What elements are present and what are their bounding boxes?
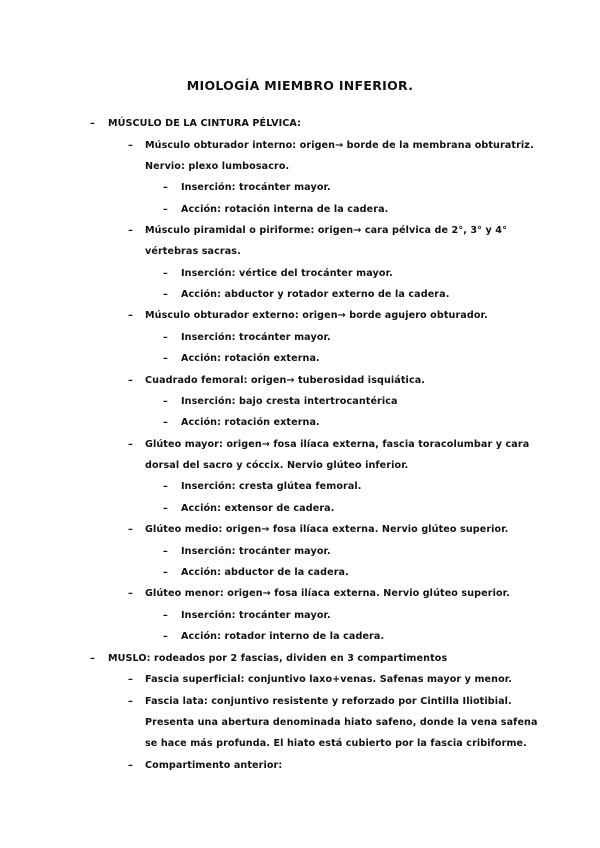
accion-item: Acción: rotación externa. xyxy=(181,417,320,428)
fascia-superficial: Fascia superficial: conjuntivo laxo+venas. Safenas mayor y menor. xyxy=(145,674,512,685)
bullet-dash: – xyxy=(128,674,133,685)
muscle-gluteo-mayor-cont: dorsal del sacro y cóccix. Nervio glúteo inferior. xyxy=(145,460,409,471)
bullet-dash: – xyxy=(163,332,168,343)
bullet-dash: – xyxy=(128,225,133,236)
accion-item: Acción: rotador interno de la cadera. xyxy=(181,631,385,642)
muscle-obturador-externo: Músculo obturador externo: origen→ borde agujero obturador. xyxy=(145,310,488,321)
insercion-item: Inserción: cresta glútea femoral. xyxy=(181,481,362,492)
bullet-dash: – xyxy=(163,610,168,621)
bullet-dash: – xyxy=(163,268,168,279)
section-heading-cintura: MÚSCULO DE LA CINTURA PÉLVICA: xyxy=(108,118,302,129)
bullet-dash: – xyxy=(163,546,168,557)
bullet-dash: – xyxy=(163,567,168,578)
fascia-lata-cont: se hace más profunda. El hiato está cubierto por la fascia cribiforme. xyxy=(145,738,527,749)
muscle-obturador-interno-cont: Nervio: plexo lumbosacro. xyxy=(145,161,290,172)
page-title: MIOLOGÍA MIEMBRO INFERIOR. xyxy=(186,78,414,93)
bullet-dash: – xyxy=(128,439,133,450)
bullet-dash: – xyxy=(163,289,168,300)
bullet-dash: – xyxy=(163,481,168,492)
compartimento-anterior: Compartimento anterior: xyxy=(145,760,283,771)
fascia-lata-cont: Presenta una abertura denominada hiato safeno, donde la vena safena xyxy=(145,717,538,728)
section-heading-muslo: MUSLO: rodeados por 2 fascias, dividen en 3 compartimentos xyxy=(108,653,448,664)
muscle-gluteo-menor: Glúteo menor: origen→ fosa ilíaca externa. Nervio glúteo superior. xyxy=(145,588,510,599)
bullet-dash: – xyxy=(128,140,133,151)
bullet-dash: – xyxy=(163,396,168,407)
bullet-dash: – xyxy=(163,204,168,215)
muscle-piramidal-cont: vértebras sacras. xyxy=(145,246,241,257)
bullet-dash: – xyxy=(163,631,168,642)
accion-item: Acción: abductor de la cadera. xyxy=(181,567,349,578)
bullet-dash: – xyxy=(90,118,95,129)
muscle-cuadrado-femoral: Cuadrado femoral: origen→ tuberosidad isquiática. xyxy=(145,375,426,386)
bullet-dash: – xyxy=(128,524,133,535)
accion-item: Acción: abductor y rotador externo de la cadera. xyxy=(181,289,450,300)
insercion-item: Inserción: trocánter mayor. xyxy=(181,332,331,343)
bullet-dash: – xyxy=(90,653,95,664)
accion-item: Acción: rotación externa. xyxy=(181,353,320,364)
insercion-item: Inserción: bajo cresta intertrocantérica xyxy=(181,396,398,407)
bullet-dash: – xyxy=(128,375,133,386)
bullet-dash: – xyxy=(128,310,133,321)
accion-item: Acción: rotación interna de la cadera. xyxy=(181,204,389,215)
bullet-dash: – xyxy=(163,353,168,364)
insercion-item: Inserción: trocánter mayor. xyxy=(181,610,331,621)
insercion-item: Inserción: trocánter mayor. xyxy=(181,546,331,557)
insercion-item: Inserción: vértice del trocánter mayor. xyxy=(181,268,393,279)
bullet-dash: – xyxy=(128,760,133,771)
muscle-gluteo-medio: Glúteo medio: origen→ fosa ilíaca externa. Nervio glúteo superior. xyxy=(145,524,509,535)
bullet-dash: – xyxy=(128,588,133,599)
bullet-dash: – xyxy=(163,182,168,193)
accion-item: Acción: extensor de cadera. xyxy=(181,503,335,514)
bullet-dash: – xyxy=(128,696,133,707)
bullet-dash: – xyxy=(163,503,168,514)
muscle-obturador-interno: Músculo obturador interno: origen→ borde de la membrana obturatriz. xyxy=(145,140,534,151)
muscle-gluteo-mayor: Glúteo mayor: origen→ fosa ilíaca externa, fascia toracolumbar y cara xyxy=(145,439,530,450)
fascia-lata: Fascia lata: conjuntivo resistente y reforzado por Cintilla Iliotibial. xyxy=(145,696,512,707)
muscle-piramidal: Músculo piramidal o piriforme: origen→ cara pélvica de 2°, 3° y 4° xyxy=(145,225,507,236)
bullet-dash: – xyxy=(163,417,168,428)
insercion-item: Inserción: trocánter mayor. xyxy=(181,182,331,193)
